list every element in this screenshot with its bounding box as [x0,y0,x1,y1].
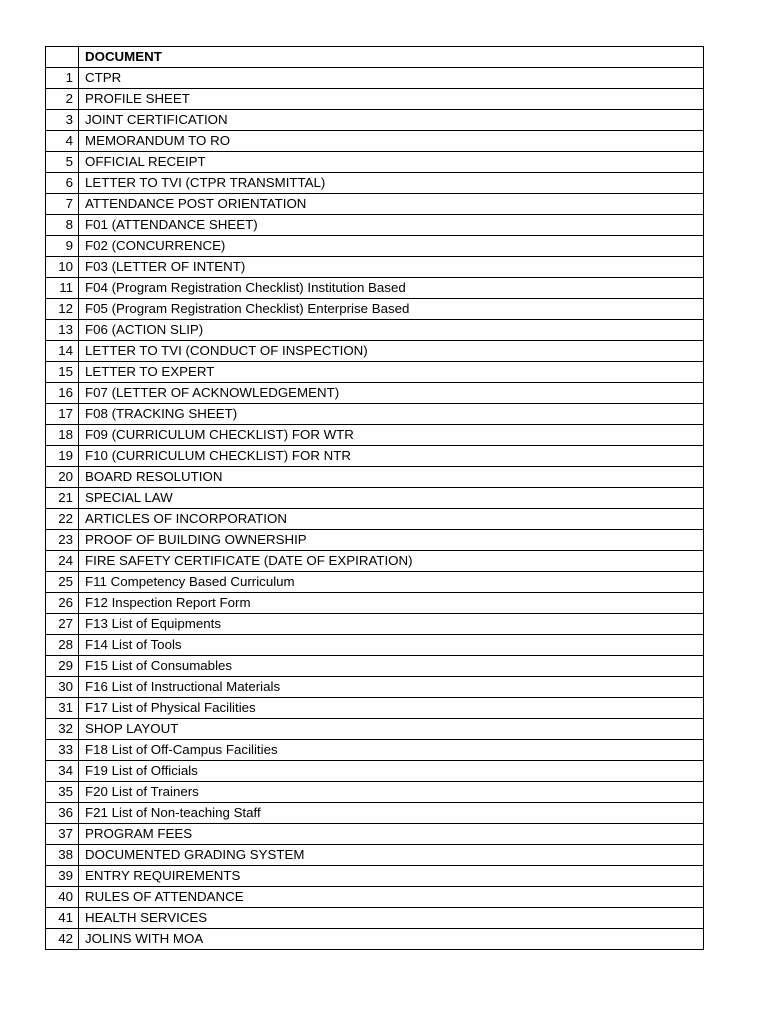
row-document-cell: LETTER TO TVI (CTPR TRANSMITTAL) [79,173,704,194]
row-number-cell: 3 [46,110,79,131]
row-document-cell: F03 (LETTER OF INTENT) [79,257,704,278]
row-number-cell: 36 [46,803,79,824]
row-document-cell: PROOF OF BUILDING OWNERSHIP [79,530,704,551]
row-document-cell: OFFICIAL RECEIPT [79,152,704,173]
table-row [46,320,704,341]
table-row [46,908,704,929]
row-document-cell: MEMORANDUM TO RO [79,131,704,152]
table-row [46,425,704,446]
row-document-cell: F02 (CONCURRENCE) [79,236,704,257]
row-number-cell: 14 [46,341,79,362]
table-row [46,89,704,110]
row-document-cell: F17 List of Physical Facilities [79,698,704,719]
table-row [46,782,704,803]
table-row [46,110,704,131]
table-row [46,656,704,677]
table-row [46,698,704,719]
table-row [46,341,704,362]
row-document-cell: BOARD RESOLUTION [79,467,704,488]
row-number-cell: 38 [46,845,79,866]
row-number-cell: 34 [46,761,79,782]
row-document-cell: HEALTH SERVICES [79,908,704,929]
row-document-cell: F06 (ACTION SLIP) [79,320,704,341]
row-document-cell: F12 Inspection Report Form [79,593,704,614]
table-row [46,719,704,740]
row-number-cell: 33 [46,740,79,761]
table-row [46,761,704,782]
row-number-cell: 26 [46,593,79,614]
table-row [46,467,704,488]
row-number-cell: 17 [46,404,79,425]
row-number-cell: 25 [46,572,79,593]
row-document-cell: PROFILE SHEET [79,89,704,110]
row-document-cell: F13 List of Equipments [79,614,704,635]
table-row [46,383,704,404]
table-row [46,215,704,236]
row-number-cell: 15 [46,362,79,383]
row-number-cell: 2 [46,89,79,110]
table-row [46,404,704,425]
row-number-cell: 23 [46,530,79,551]
table-row [46,845,704,866]
row-number-cell: 20 [46,467,79,488]
row-number-cell: 1 [46,68,79,89]
row-number-cell: 27 [46,614,79,635]
row-document-cell: CTPR [79,68,704,89]
row-document-cell: F08 (TRACKING SHEET) [79,404,704,425]
row-document-cell: PROGRAM FEES [79,824,704,845]
document-checklist-body [46,47,704,950]
row-number-cell: 12 [46,299,79,320]
row-number-cell: 21 [46,488,79,509]
row-number-cell: 24 [46,551,79,572]
row-number-cell: 41 [46,908,79,929]
row-number-cell: 5 [46,152,79,173]
row-document-cell: F01 (ATTENDANCE SHEET) [79,215,704,236]
table-row [46,551,704,572]
table-row [46,299,704,320]
row-document-cell: F07 (LETTER OF ACKNOWLEDGEMENT) [79,383,704,404]
table-row [46,194,704,215]
header-document-cell: DOCUMENT [79,47,704,68]
row-document-cell: F16 List of Instructional Materials [79,677,704,698]
table-row [46,173,704,194]
row-document-cell: F04 (Program Registration Checklist) Institution Based [79,278,704,299]
row-document-cell: ATTENDANCE POST ORIENTATION [79,194,704,215]
row-number-cell: 31 [46,698,79,719]
row-document-cell: ENTRY REQUIREMENTS [79,866,704,887]
table-row [46,677,704,698]
table-row [46,446,704,467]
row-number-cell: 13 [46,320,79,341]
row-document-cell: DOCUMENTED GRADING SYSTEM [79,845,704,866]
table-row [46,68,704,89]
table-row [46,803,704,824]
table-row [46,866,704,887]
row-document-cell: LETTER TO TVI (CONDUCT OF INSPECTION) [79,341,704,362]
row-document-cell: JOLINS WITH MOA [79,929,704,950]
table-row [46,509,704,530]
row-document-cell: SHOP LAYOUT [79,719,704,740]
row-document-cell: F21 List of Non-teaching Staff [79,803,704,824]
row-document-cell: F14 List of Tools [79,635,704,656]
table-row [46,614,704,635]
table-row [46,824,704,845]
row-document-cell: F15 List of Consumables [79,656,704,677]
table-row [46,887,704,908]
row-number-cell: 19 [46,446,79,467]
row-number-cell: 16 [46,383,79,404]
row-number-cell: 42 [46,929,79,950]
row-document-cell: F20 List of Trainers [79,782,704,803]
row-number-cell: 10 [46,257,79,278]
row-number-cell: 7 [46,194,79,215]
row-document-cell: JOINT CERTIFICATION [79,110,704,131]
row-number-cell: 4 [46,131,79,152]
row-document-cell: F05 (Program Registration Checklist) Enterprise Based [79,299,704,320]
table-row [46,593,704,614]
row-document-cell: F09 (CURRICULUM CHECKLIST) FOR WTR [79,425,704,446]
table-row [46,131,704,152]
row-number-cell: 35 [46,782,79,803]
row-document-cell: F19 List of Officials [79,761,704,782]
row-document-cell: LETTER TO EXPERT [79,362,704,383]
table-row [46,257,704,278]
table-row [46,488,704,509]
table-row [46,152,704,173]
table-header-row [46,47,704,68]
row-number-cell: 11 [46,278,79,299]
row-number-cell: 9 [46,236,79,257]
row-document-cell: F10 (CURRICULUM CHECKLIST) FOR NTR [79,446,704,467]
row-document-cell: FIRE SAFETY CERTIFICATE (DATE OF EXPIRATION) [79,551,704,572]
table-row [46,572,704,593]
row-document-cell: ARTICLES OF INCORPORATION [79,509,704,530]
row-number-cell: 18 [46,425,79,446]
header-number-cell [46,47,79,68]
row-number-cell: 29 [46,656,79,677]
table-row [46,740,704,761]
table-row [46,530,704,551]
row-number-cell: 6 [46,173,79,194]
table-row [46,236,704,257]
row-number-cell: 30 [46,677,79,698]
table-row [46,929,704,950]
table-row [46,635,704,656]
row-number-cell: 22 [46,509,79,530]
row-number-cell: 39 [46,866,79,887]
row-number-cell: 37 [46,824,79,845]
table-row [46,278,704,299]
document-checklist-table [45,46,704,950]
row-number-cell: 40 [46,887,79,908]
row-document-cell: F18 List of Off-Campus Facilities [79,740,704,761]
row-document-cell: SPECIAL LAW [79,488,704,509]
row-number-cell: 8 [46,215,79,236]
row-document-cell: RULES OF ATTENDANCE [79,887,704,908]
row-number-cell: 28 [46,635,79,656]
row-document-cell: F11 Competency Based Curriculum [79,572,704,593]
table-row [46,362,704,383]
row-number-cell: 32 [46,719,79,740]
